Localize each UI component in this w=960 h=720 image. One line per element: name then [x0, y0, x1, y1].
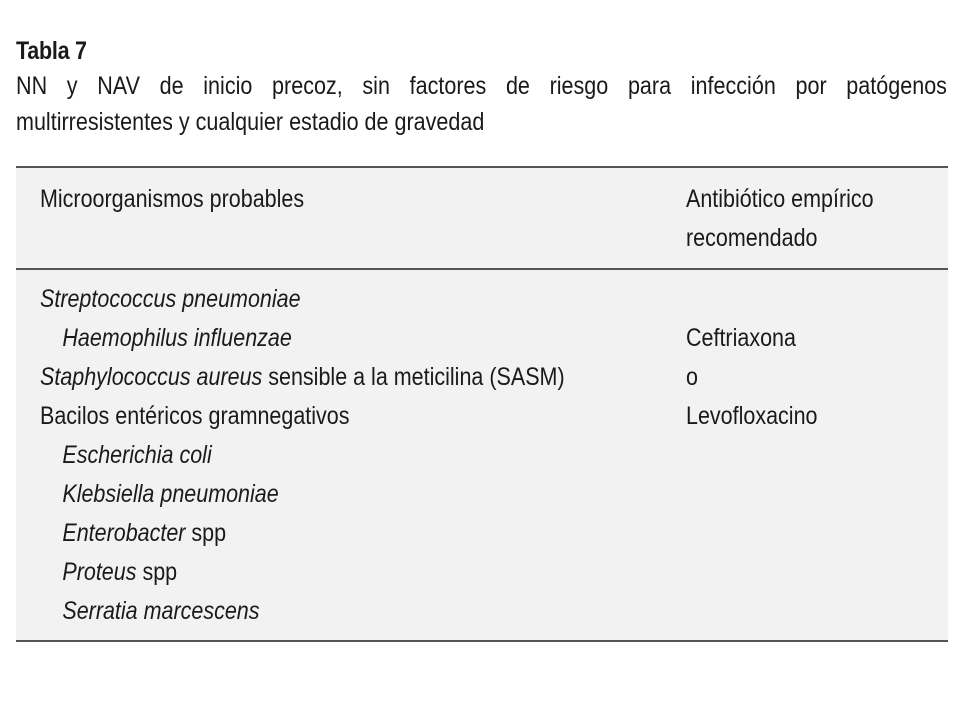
antibiotic-row: Levofloxacino: [686, 402, 818, 430]
antibiotic-row: Ceftriaxona: [686, 324, 796, 352]
caption-line-1: NN y NAV de inicio precoz, sin factores de riesgo para infección por patógenos: [16, 72, 947, 100]
microorganism-plain: spp: [185, 519, 227, 547]
microorganism-italic: Streptococcus pneumoniae: [40, 285, 301, 313]
header-antibiotic: [686, 180, 874, 258]
microorganism-row: [40, 553, 565, 592]
header-antibiotic-line-2: recomendado: [686, 224, 818, 252]
table-caption: [16, 68, 947, 140]
microorganism-row: [40, 436, 565, 475]
table-header: [16, 168, 948, 270]
microorganism-row: [40, 475, 565, 514]
microorganism-italic: Klebsiella pneumoniae: [62, 480, 279, 508]
microorganism-italic: Proteus: [62, 558, 137, 586]
microorganism-italic: Escherichia coli: [62, 441, 212, 469]
document-page: [16, 34, 948, 625]
header-antibiotic-line-1: Antibiótico empírico: [686, 185, 874, 213]
table-label: Tabla 7: [16, 37, 87, 65]
microorganism-italic: Haemophilus influenzae: [62, 324, 292, 352]
microorganism-row: [40, 319, 565, 358]
microorganism-italic: Staphylococcus aureus: [40, 363, 263, 391]
microorganism-plain: sensible a la meticilina (SASM): [262, 363, 565, 391]
caption-line-2: multirresistentes y cualquier estadio de gravedad: [16, 108, 485, 136]
antibiotic-row: o: [686, 363, 698, 391]
microorganisms-column: [40, 280, 565, 631]
microorganism-italic: Serratia marcescens: [62, 597, 260, 625]
microorganism-row: [40, 514, 565, 553]
microorganism-italic: Enterobacter: [62, 519, 186, 547]
microorganism-plain: Bacilos entéricos gramnegativos: [40, 402, 350, 430]
microorganism-row: [40, 592, 565, 631]
microorganism-row: [40, 397, 565, 436]
table-body: [16, 270, 948, 640]
antibiotics-column: [686, 319, 817, 436]
microorganism-row: [40, 358, 565, 397]
header-microorganisms: Microorganismos probables: [40, 185, 305, 213]
antibiotic-table: [16, 166, 948, 642]
microorganism-plain: spp: [136, 558, 178, 586]
microorganism-row: [40, 280, 565, 319]
